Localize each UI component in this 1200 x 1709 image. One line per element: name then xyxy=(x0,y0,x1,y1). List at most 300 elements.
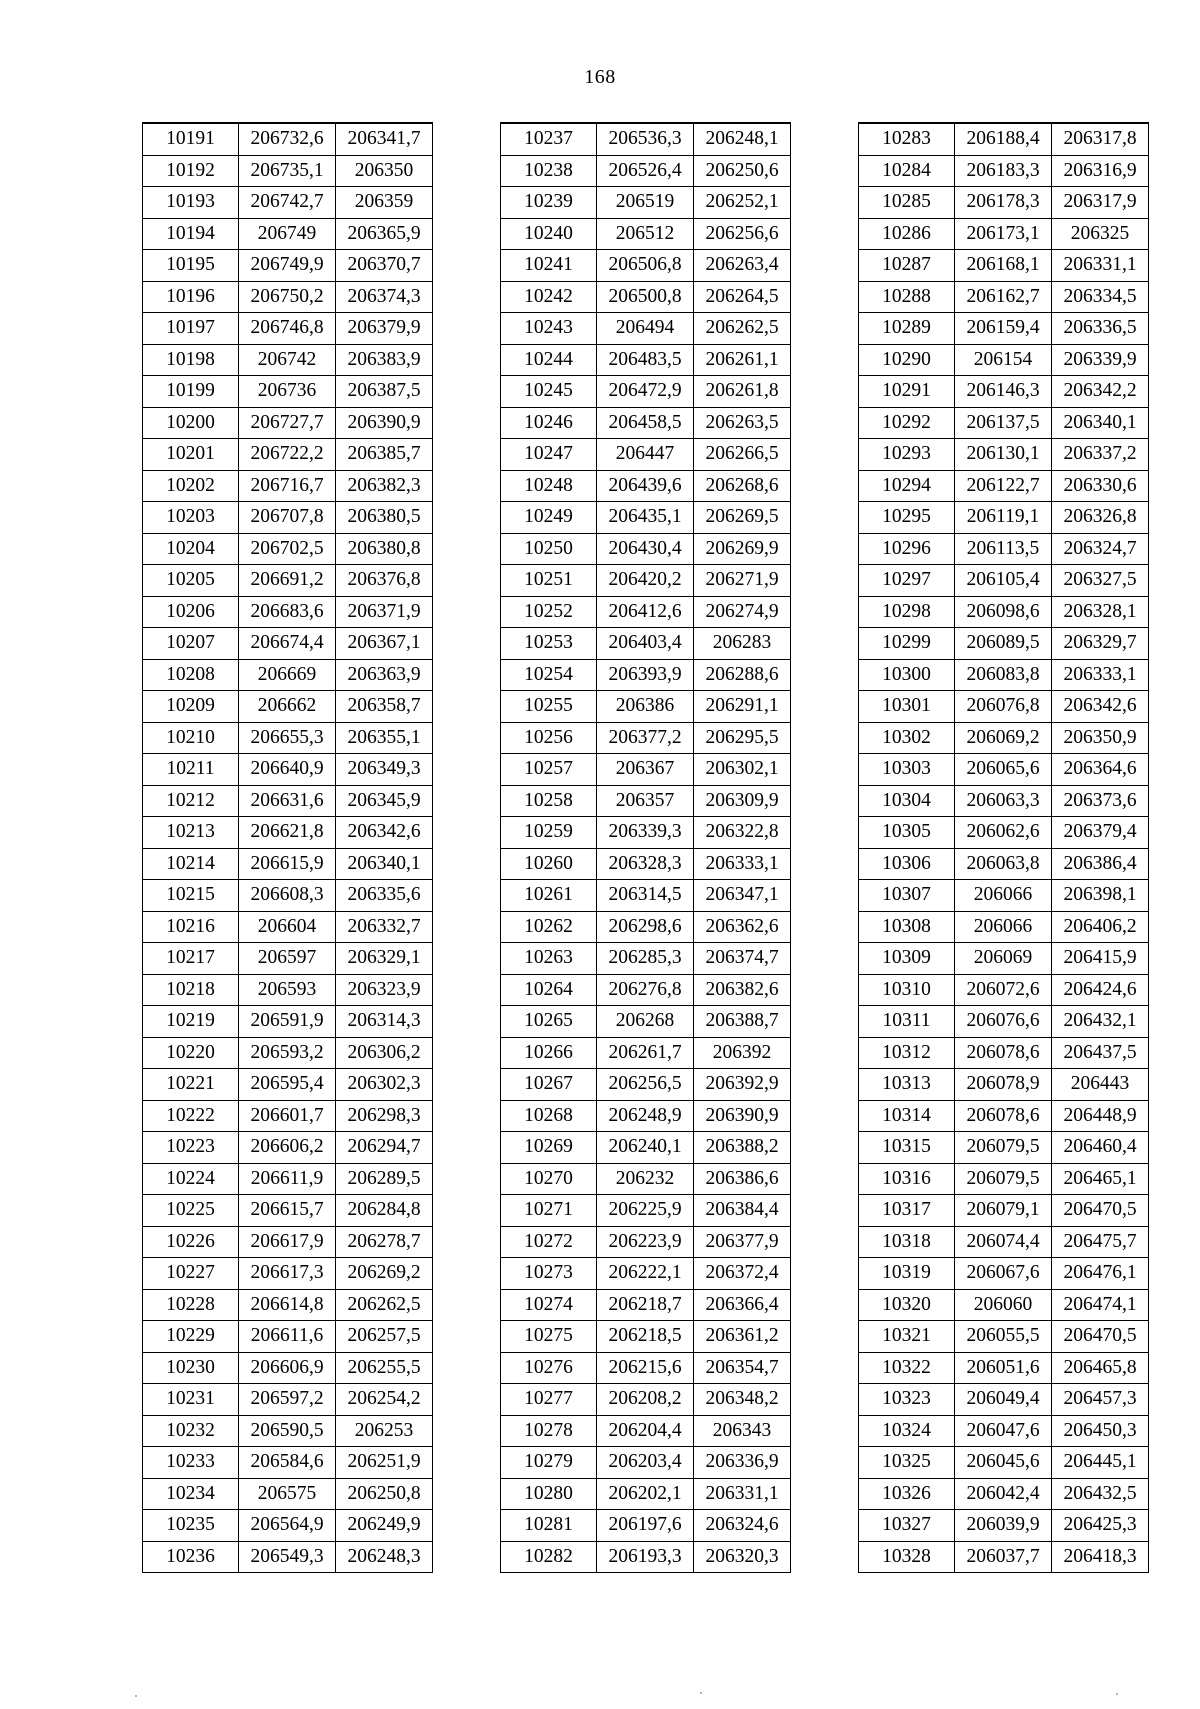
x-coordinate-cell: 206105,4 xyxy=(955,565,1052,597)
x-coordinate-cell: 206067,6 xyxy=(955,1258,1052,1290)
x-coordinate-cell: 206655,3 xyxy=(239,722,336,754)
point-number-cell: 10300 xyxy=(859,659,955,691)
table-row xyxy=(501,1163,791,1195)
y-coordinate-cell: 206358,7 xyxy=(336,691,433,723)
point-number-cell: 10294 xyxy=(859,470,955,502)
table-row xyxy=(501,1195,791,1227)
y-coordinate-cell: 206302,1 xyxy=(694,754,791,786)
point-number-cell: 10320 xyxy=(859,1289,955,1321)
point-number-cell: 10277 xyxy=(501,1384,597,1416)
x-coordinate-cell: 206042,4 xyxy=(955,1478,1052,1510)
x-coordinate-cell: 206204,4 xyxy=(597,1415,694,1447)
y-coordinate-cell: 206374,3 xyxy=(336,281,433,313)
y-coordinate-cell: 206370,7 xyxy=(336,250,433,282)
point-number-cell: 10251 xyxy=(501,565,597,597)
point-number-cell: 10238 xyxy=(501,155,597,187)
point-number-cell: 10234 xyxy=(143,1478,239,1510)
table-row xyxy=(143,187,433,219)
point-number-cell: 10308 xyxy=(859,911,955,943)
x-coordinate-cell: 206049,4 xyxy=(955,1384,1052,1416)
x-coordinate-cell: 206458,5 xyxy=(597,407,694,439)
page-number: 168 xyxy=(584,66,616,88)
table-row xyxy=(143,1321,433,1353)
y-coordinate-cell: 206392,9 xyxy=(694,1069,791,1101)
table-row xyxy=(859,943,1149,975)
point-number-cell: 10194 xyxy=(143,218,239,250)
table-row xyxy=(143,1258,433,1290)
x-coordinate-cell: 206500,8 xyxy=(597,281,694,313)
point-number-cell: 10299 xyxy=(859,628,955,660)
x-coordinate-cell: 206240,1 xyxy=(597,1132,694,1164)
x-coordinate-cell: 206098,6 xyxy=(955,596,1052,628)
y-coordinate-cell: 206366,4 xyxy=(694,1289,791,1321)
y-coordinate-cell: 206342,2 xyxy=(1052,376,1149,408)
x-coordinate-cell: 206079,5 xyxy=(955,1132,1052,1164)
table-row xyxy=(143,1195,433,1227)
table-row xyxy=(859,281,1149,313)
y-coordinate-cell: 206261,8 xyxy=(694,376,791,408)
x-coordinate-cell: 206749,9 xyxy=(239,250,336,282)
y-coordinate-cell: 206294,7 xyxy=(336,1132,433,1164)
point-number-cell: 10273 xyxy=(501,1258,597,1290)
table-row xyxy=(501,943,791,975)
point-number-cell: 10239 xyxy=(501,187,597,219)
point-number-cell: 10274 xyxy=(501,1289,597,1321)
y-coordinate-cell: 206328,1 xyxy=(1052,596,1149,628)
y-coordinate-cell: 206325 xyxy=(1052,218,1149,250)
point-number-cell: 10303 xyxy=(859,754,955,786)
x-coordinate-cell: 206403,4 xyxy=(597,628,694,660)
table-row xyxy=(859,1541,1149,1573)
y-coordinate-cell: 206382,6 xyxy=(694,974,791,1006)
table-row xyxy=(859,880,1149,912)
table-row xyxy=(143,281,433,313)
point-number-cell: 10244 xyxy=(501,344,597,376)
point-number-cell: 10322 xyxy=(859,1352,955,1384)
x-coordinate-cell: 206435,1 xyxy=(597,502,694,534)
point-number-cell: 10306 xyxy=(859,848,955,880)
point-number-cell: 10213 xyxy=(143,817,239,849)
table-row xyxy=(501,1510,791,1542)
x-coordinate-cell: 206130,1 xyxy=(955,439,1052,471)
y-coordinate-cell: 206329,1 xyxy=(336,943,433,975)
point-number-cell: 10207 xyxy=(143,628,239,660)
table-row xyxy=(143,817,433,849)
point-number-cell: 10304 xyxy=(859,785,955,817)
table-row xyxy=(859,1415,1149,1447)
x-coordinate-cell: 206339,3 xyxy=(597,817,694,849)
point-number-cell: 10209 xyxy=(143,691,239,723)
y-coordinate-cell: 206250,8 xyxy=(336,1478,433,1510)
y-coordinate-cell: 206425,3 xyxy=(1052,1510,1149,1542)
x-coordinate-cell: 206439,6 xyxy=(597,470,694,502)
point-number-cell: 10236 xyxy=(143,1541,239,1573)
point-number-cell: 10314 xyxy=(859,1100,955,1132)
x-coordinate-cell: 206617,9 xyxy=(239,1226,336,1258)
y-coordinate-cell: 206379,4 xyxy=(1052,817,1149,849)
point-number-cell: 10248 xyxy=(501,470,597,502)
x-coordinate-cell: 206078,9 xyxy=(955,1069,1052,1101)
table-row xyxy=(501,470,791,502)
x-coordinate-cell: 206074,4 xyxy=(955,1226,1052,1258)
y-coordinate-cell: 206333,1 xyxy=(694,848,791,880)
table-row xyxy=(501,1541,791,1573)
point-number-cell: 10191 xyxy=(143,123,239,155)
table-row xyxy=(859,218,1149,250)
y-coordinate-cell: 206347,1 xyxy=(694,880,791,912)
point-number-cell: 10247 xyxy=(501,439,597,471)
point-number-cell: 10217 xyxy=(143,943,239,975)
y-coordinate-cell: 206364,6 xyxy=(1052,754,1149,786)
y-coordinate-cell: 206269,9 xyxy=(694,533,791,565)
table-row xyxy=(501,1226,791,1258)
point-number-cell: 10245 xyxy=(501,376,597,408)
table-row xyxy=(143,1541,433,1573)
x-coordinate-cell: 206750,2 xyxy=(239,281,336,313)
x-coordinate-cell: 206218,5 xyxy=(597,1321,694,1353)
point-number-cell: 10282 xyxy=(501,1541,597,1573)
point-number-cell: 10208 xyxy=(143,659,239,691)
point-number-cell: 10290 xyxy=(859,344,955,376)
x-coordinate-cell: 206736 xyxy=(239,376,336,408)
table-row xyxy=(501,596,791,628)
y-coordinate-cell: 206284,8 xyxy=(336,1195,433,1227)
point-number-cell: 10326 xyxy=(859,1478,955,1510)
table-row xyxy=(501,691,791,723)
y-coordinate-cell: 206474,1 xyxy=(1052,1289,1149,1321)
point-number-cell: 10240 xyxy=(501,218,597,250)
table-row xyxy=(143,155,433,187)
y-coordinate-cell: 206465,1 xyxy=(1052,1163,1149,1195)
point-number-cell: 10192 xyxy=(143,155,239,187)
table-row xyxy=(859,1006,1149,1038)
y-coordinate-cell: 206372,4 xyxy=(694,1258,791,1290)
x-coordinate-cell: 206225,9 xyxy=(597,1195,694,1227)
point-number-cell: 10295 xyxy=(859,502,955,534)
coordinate-table-3 xyxy=(858,122,1149,1573)
table-row xyxy=(859,1037,1149,1069)
y-coordinate-cell: 206317,8 xyxy=(1052,123,1149,155)
y-coordinate-cell: 206345,9 xyxy=(336,785,433,817)
y-coordinate-cell: 206264,5 xyxy=(694,281,791,313)
point-number-cell: 10199 xyxy=(143,376,239,408)
point-number-cell: 10225 xyxy=(143,1195,239,1227)
table-row xyxy=(501,974,791,1006)
x-coordinate-cell: 206083,8 xyxy=(955,659,1052,691)
point-number-cell: 10221 xyxy=(143,1069,239,1101)
y-coordinate-cell: 206298,3 xyxy=(336,1100,433,1132)
table-row xyxy=(859,123,1149,155)
table-row xyxy=(859,1195,1149,1227)
y-coordinate-cell: 206390,9 xyxy=(336,407,433,439)
table-row xyxy=(859,1478,1149,1510)
y-coordinate-cell: 206418,3 xyxy=(1052,1541,1149,1573)
point-number-cell: 10285 xyxy=(859,187,955,219)
point-number-cell: 10246 xyxy=(501,407,597,439)
table-row xyxy=(501,313,791,345)
table-row xyxy=(143,250,433,282)
table-row xyxy=(859,1163,1149,1195)
y-coordinate-cell: 206348,2 xyxy=(694,1384,791,1416)
x-coordinate-cell: 206512 xyxy=(597,218,694,250)
x-coordinate-cell: 206377,2 xyxy=(597,722,694,754)
point-number-cell: 10205 xyxy=(143,565,239,597)
point-number-cell: 10219 xyxy=(143,1006,239,1038)
x-coordinate-cell: 206119,1 xyxy=(955,502,1052,534)
table-row xyxy=(143,628,433,660)
table-row xyxy=(143,722,433,754)
table-row xyxy=(859,313,1149,345)
x-coordinate-cell: 206732,6 xyxy=(239,123,336,155)
point-number-cell: 10275 xyxy=(501,1321,597,1353)
y-coordinate-cell: 206476,1 xyxy=(1052,1258,1149,1290)
table-row xyxy=(501,1478,791,1510)
table-row xyxy=(143,848,433,880)
y-coordinate-cell: 206331,1 xyxy=(694,1478,791,1510)
y-coordinate-cell: 206322,8 xyxy=(694,817,791,849)
point-number-cell: 10255 xyxy=(501,691,597,723)
x-coordinate-cell: 206597 xyxy=(239,943,336,975)
x-coordinate-cell: 206447 xyxy=(597,439,694,471)
table-row xyxy=(143,439,433,471)
table-row xyxy=(501,659,791,691)
table-row xyxy=(143,1132,433,1164)
table-row xyxy=(143,1163,433,1195)
point-number-cell: 10276 xyxy=(501,1352,597,1384)
table-row xyxy=(143,344,433,376)
table-row xyxy=(143,1037,433,1069)
table-row xyxy=(143,1510,433,1542)
y-coordinate-cell: 206257,5 xyxy=(336,1321,433,1353)
point-number-cell: 10312 xyxy=(859,1037,955,1069)
y-coordinate-cell: 206342,6 xyxy=(336,817,433,849)
table-row xyxy=(501,1289,791,1321)
point-number-cell: 10193 xyxy=(143,187,239,219)
x-coordinate-cell: 206051,6 xyxy=(955,1352,1052,1384)
y-coordinate-cell: 206252,1 xyxy=(694,187,791,219)
point-number-cell: 10214 xyxy=(143,848,239,880)
x-coordinate-cell: 206611,9 xyxy=(239,1163,336,1195)
x-coordinate-cell: 206494 xyxy=(597,313,694,345)
table-row xyxy=(501,1132,791,1164)
table-row xyxy=(501,722,791,754)
table-row xyxy=(859,1069,1149,1101)
y-coordinate-cell: 206250,6 xyxy=(694,155,791,187)
y-coordinate-cell: 206371,9 xyxy=(336,596,433,628)
x-coordinate-cell: 206536,3 xyxy=(597,123,694,155)
y-coordinate-cell: 206331,1 xyxy=(1052,250,1149,282)
y-coordinate-cell: 206386,4 xyxy=(1052,848,1149,880)
scan-speck xyxy=(1116,1693,1118,1695)
y-coordinate-cell: 206337,2 xyxy=(1052,439,1149,471)
point-number-cell: 10313 xyxy=(859,1069,955,1101)
x-coordinate-cell: 206076,6 xyxy=(955,1006,1052,1038)
table-row xyxy=(143,1289,433,1321)
y-coordinate-cell: 206327,5 xyxy=(1052,565,1149,597)
y-coordinate-cell: 206457,3 xyxy=(1052,1384,1149,1416)
table-row xyxy=(859,754,1149,786)
y-coordinate-cell: 206271,9 xyxy=(694,565,791,597)
point-number-cell: 10318 xyxy=(859,1226,955,1258)
y-coordinate-cell: 206388,7 xyxy=(694,1006,791,1038)
point-number-cell: 10198 xyxy=(143,344,239,376)
point-number-cell: 10309 xyxy=(859,943,955,975)
x-coordinate-cell: 206298,6 xyxy=(597,911,694,943)
point-number-cell: 10230 xyxy=(143,1352,239,1384)
x-coordinate-cell: 206159,4 xyxy=(955,313,1052,345)
y-coordinate-cell: 206291,1 xyxy=(694,691,791,723)
x-coordinate-cell: 206367 xyxy=(597,754,694,786)
y-coordinate-cell: 206406,2 xyxy=(1052,911,1149,943)
table-row xyxy=(859,155,1149,187)
y-coordinate-cell: 206254,2 xyxy=(336,1384,433,1416)
point-number-cell: 10297 xyxy=(859,565,955,597)
point-number-cell: 10204 xyxy=(143,533,239,565)
point-number-cell: 10243 xyxy=(501,313,597,345)
y-coordinate-cell: 206295,5 xyxy=(694,722,791,754)
y-coordinate-cell: 206470,5 xyxy=(1052,1195,1149,1227)
x-coordinate-cell: 206328,3 xyxy=(597,848,694,880)
table-row xyxy=(143,754,433,786)
y-coordinate-cell: 206379,9 xyxy=(336,313,433,345)
table-row xyxy=(859,596,1149,628)
y-coordinate-cell: 206320,3 xyxy=(694,1541,791,1573)
point-number-cell: 10237 xyxy=(501,123,597,155)
x-coordinate-cell: 206593 xyxy=(239,974,336,1006)
y-coordinate-cell: 206340,1 xyxy=(336,848,433,880)
y-coordinate-cell: 206350,9 xyxy=(1052,722,1149,754)
point-number-cell: 10231 xyxy=(143,1384,239,1416)
x-coordinate-cell: 206727,7 xyxy=(239,407,336,439)
table-row xyxy=(143,659,433,691)
x-coordinate-cell: 206069,2 xyxy=(955,722,1052,754)
x-coordinate-cell: 206256,5 xyxy=(597,1069,694,1101)
y-coordinate-cell: 206387,5 xyxy=(336,376,433,408)
x-coordinate-cell: 206066 xyxy=(955,880,1052,912)
point-number-cell: 10241 xyxy=(501,250,597,282)
y-coordinate-cell: 206323,9 xyxy=(336,974,433,1006)
point-number-cell: 10265 xyxy=(501,1006,597,1038)
x-coordinate-cell: 206062,6 xyxy=(955,817,1052,849)
table-row xyxy=(143,974,433,1006)
point-number-cell: 10226 xyxy=(143,1226,239,1258)
point-number-cell: 10278 xyxy=(501,1415,597,1447)
table-row xyxy=(859,1352,1149,1384)
x-coordinate-cell: 206193,3 xyxy=(597,1541,694,1573)
point-number-cell: 10197 xyxy=(143,313,239,345)
table-row xyxy=(501,187,791,219)
y-coordinate-cell: 206335,6 xyxy=(336,880,433,912)
table-row xyxy=(859,187,1149,219)
y-coordinate-cell: 206333,1 xyxy=(1052,659,1149,691)
table-row xyxy=(501,123,791,155)
x-coordinate-cell: 206420,2 xyxy=(597,565,694,597)
x-coordinate-cell: 206735,1 xyxy=(239,155,336,187)
table-row xyxy=(859,1447,1149,1479)
x-coordinate-cell: 206063,8 xyxy=(955,848,1052,880)
x-coordinate-cell: 206232 xyxy=(597,1163,694,1195)
point-number-cell: 10291 xyxy=(859,376,955,408)
table-row xyxy=(501,407,791,439)
x-coordinate-cell: 206549,3 xyxy=(239,1541,336,1573)
point-number-cell: 10279 xyxy=(501,1447,597,1479)
x-coordinate-cell: 206749 xyxy=(239,218,336,250)
point-number-cell: 10264 xyxy=(501,974,597,1006)
x-coordinate-cell: 206065,6 xyxy=(955,754,1052,786)
x-coordinate-cell: 206045,6 xyxy=(955,1447,1052,1479)
point-number-cell: 10249 xyxy=(501,502,597,534)
y-coordinate-cell: 206385,7 xyxy=(336,439,433,471)
y-coordinate-cell: 206365,9 xyxy=(336,218,433,250)
x-coordinate-cell: 206146,3 xyxy=(955,376,1052,408)
point-number-cell: 10252 xyxy=(501,596,597,628)
table-row xyxy=(143,1100,433,1132)
y-coordinate-cell: 206374,7 xyxy=(694,943,791,975)
table-row xyxy=(501,376,791,408)
x-coordinate-cell: 206357 xyxy=(597,785,694,817)
x-coordinate-cell: 206584,6 xyxy=(239,1447,336,1479)
table-row xyxy=(859,407,1149,439)
table-row xyxy=(143,911,433,943)
x-coordinate-cell: 206631,6 xyxy=(239,785,336,817)
y-coordinate-cell: 206380,8 xyxy=(336,533,433,565)
y-coordinate-cell: 206256,6 xyxy=(694,218,791,250)
y-coordinate-cell: 206336,9 xyxy=(694,1447,791,1479)
point-number-cell: 10272 xyxy=(501,1226,597,1258)
y-coordinate-cell: 206248,1 xyxy=(694,123,791,155)
point-number-cell: 10292 xyxy=(859,407,955,439)
point-number-cell: 10305 xyxy=(859,817,955,849)
y-coordinate-cell: 206249,9 xyxy=(336,1510,433,1542)
x-coordinate-cell: 206593,2 xyxy=(239,1037,336,1069)
table-row xyxy=(501,785,791,817)
y-coordinate-cell: 206359 xyxy=(336,187,433,219)
table-row xyxy=(501,848,791,880)
y-coordinate-cell: 206343 xyxy=(694,1415,791,1447)
point-number-cell: 10328 xyxy=(859,1541,955,1573)
point-number-cell: 10260 xyxy=(501,848,597,880)
point-number-cell: 10296 xyxy=(859,533,955,565)
table-row xyxy=(859,691,1149,723)
table-row xyxy=(143,691,433,723)
table-row xyxy=(859,1384,1149,1416)
x-coordinate-cell: 206202,1 xyxy=(597,1478,694,1510)
table-row xyxy=(501,344,791,376)
table-row xyxy=(143,1415,433,1447)
point-number-cell: 10288 xyxy=(859,281,955,313)
x-coordinate-cell: 206079,5 xyxy=(955,1163,1052,1195)
table-row xyxy=(143,1384,433,1416)
point-number-cell: 10235 xyxy=(143,1510,239,1542)
y-coordinate-cell: 206268,6 xyxy=(694,470,791,502)
table-row xyxy=(143,880,433,912)
point-number-cell: 10310 xyxy=(859,974,955,1006)
y-coordinate-cell: 206465,8 xyxy=(1052,1352,1149,1384)
point-number-cell: 10301 xyxy=(859,691,955,723)
table-row xyxy=(143,1226,433,1258)
x-coordinate-cell: 206614,8 xyxy=(239,1289,336,1321)
x-coordinate-cell: 206066 xyxy=(955,911,1052,943)
y-coordinate-cell: 206392 xyxy=(694,1037,791,1069)
table-row xyxy=(859,628,1149,660)
x-coordinate-cell: 206079,1 xyxy=(955,1195,1052,1227)
y-coordinate-cell: 206376,8 xyxy=(336,565,433,597)
table-row xyxy=(143,313,433,345)
y-coordinate-cell: 206340,1 xyxy=(1052,407,1149,439)
table-row xyxy=(859,974,1149,1006)
x-coordinate-cell: 206314,5 xyxy=(597,880,694,912)
y-coordinate-cell: 206445,1 xyxy=(1052,1447,1149,1479)
